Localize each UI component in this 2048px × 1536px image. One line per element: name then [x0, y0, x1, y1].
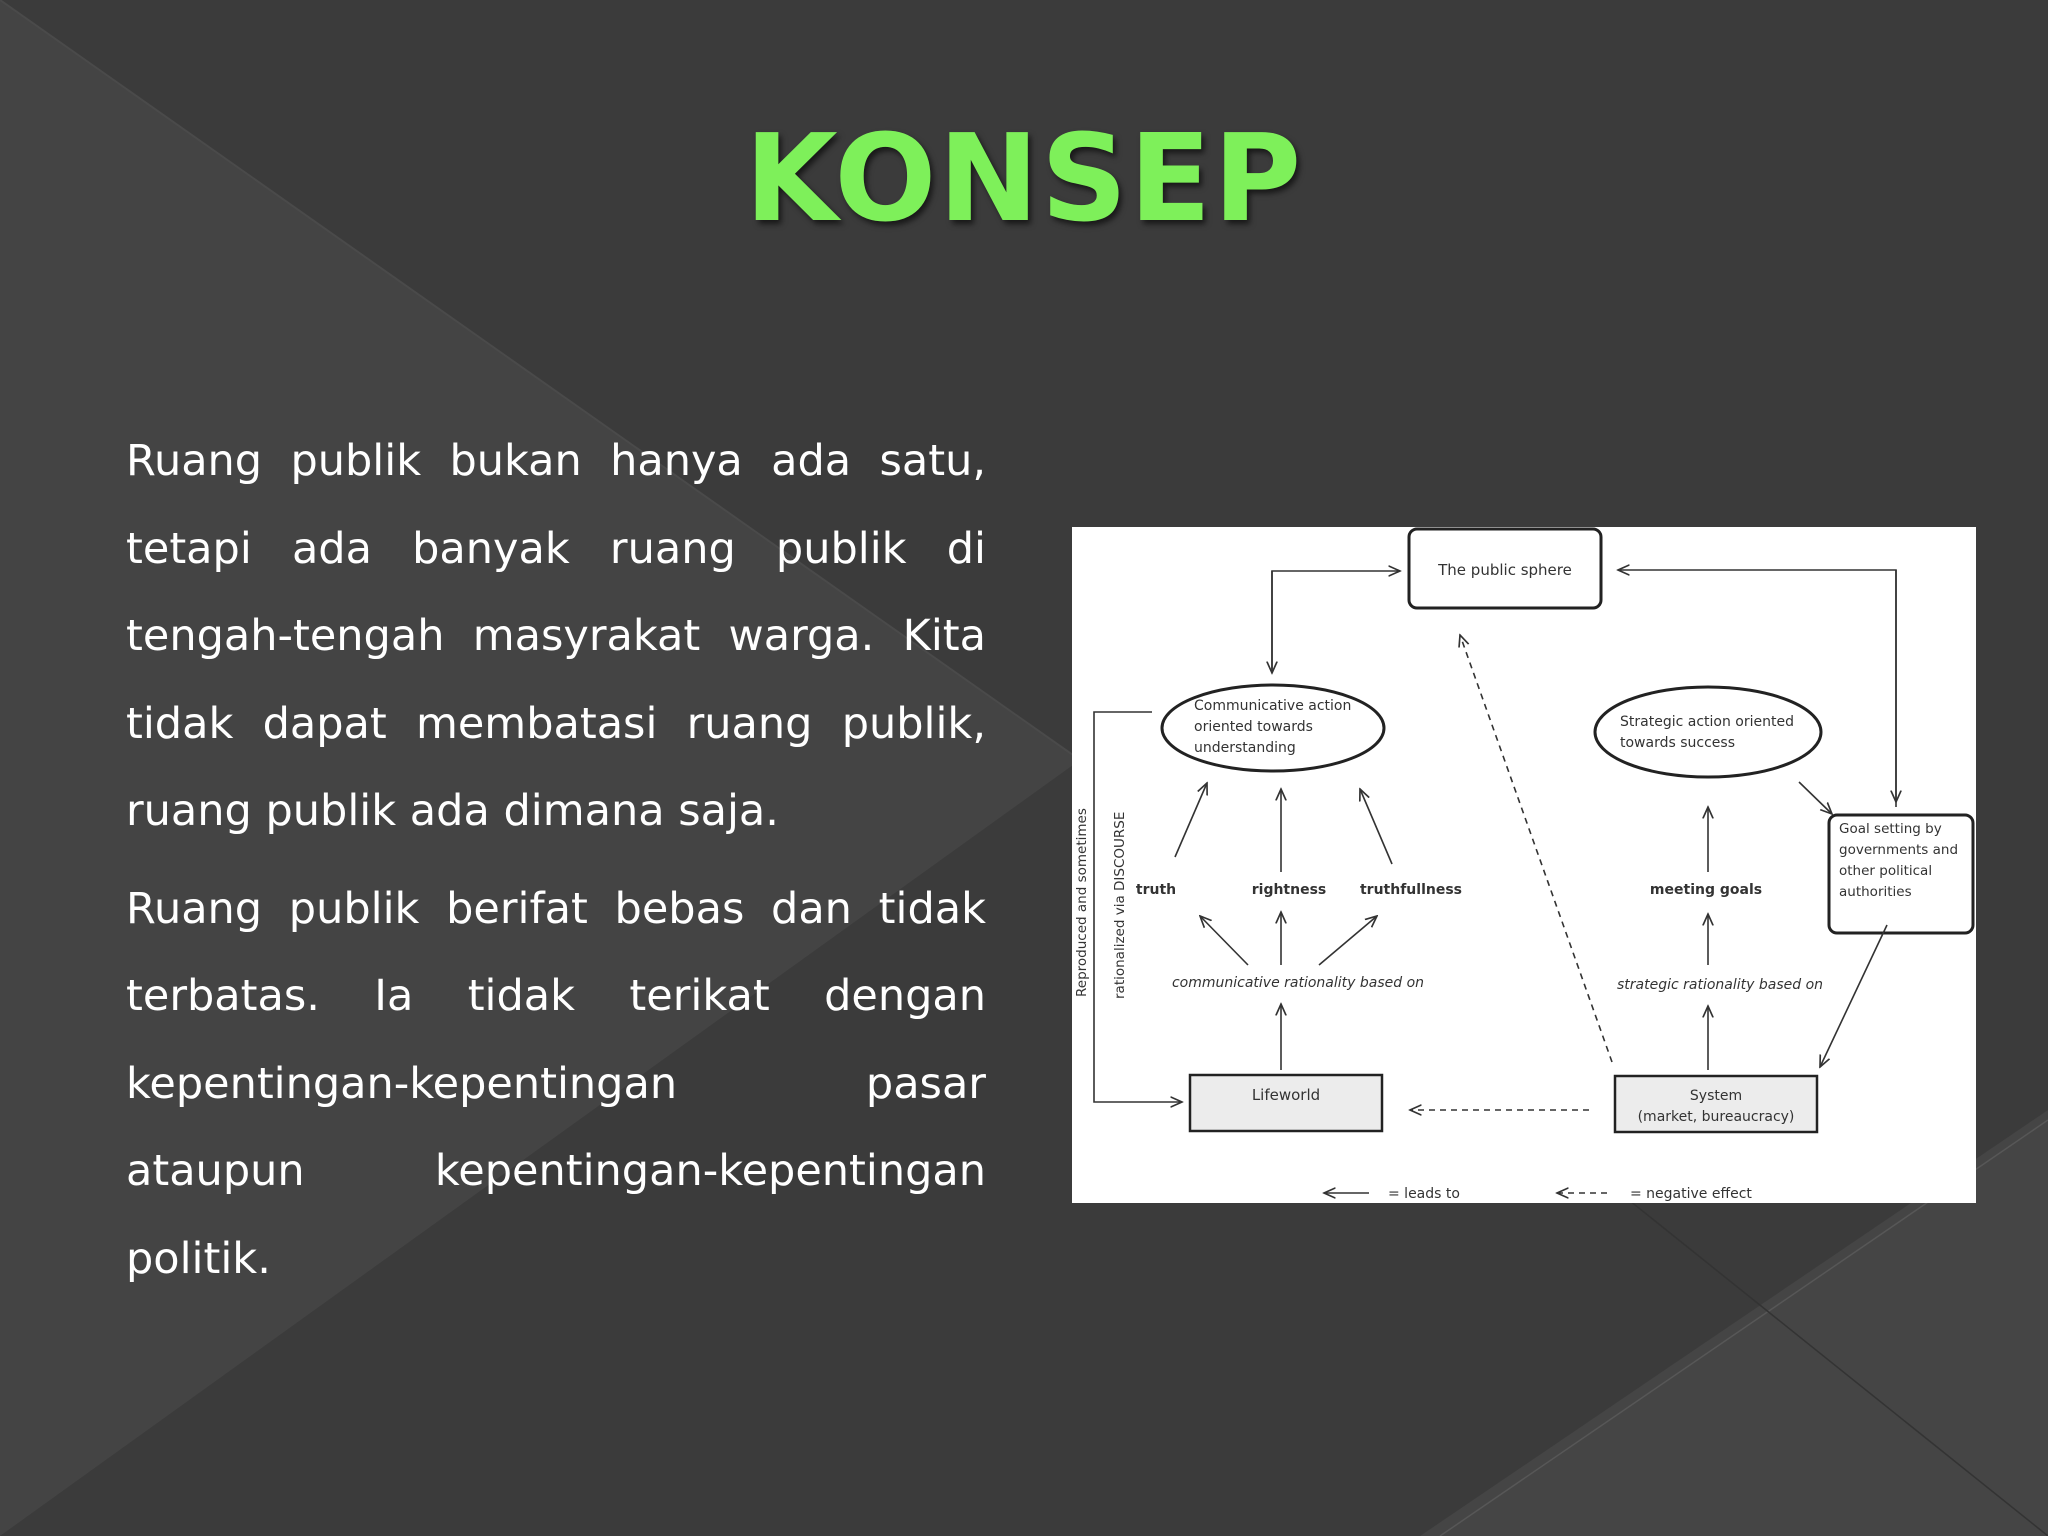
- public-sphere-label: The public sphere: [1438, 561, 1572, 579]
- system-line-2: (market, bureaucracy): [1637, 1109, 1795, 1125]
- system-line-1: System: [1689, 1088, 1743, 1104]
- goal-setting-line-1: Goal setting by: [1839, 821, 1942, 837]
- communicative-action-line-2: oriented towards: [1194, 719, 1313, 735]
- communicative-rationality-label: communicative rationality based on: [1171, 975, 1425, 991]
- side-label-rationalized: rationalized via DISCOURSE: [1112, 811, 1128, 999]
- public-sphere-diagram: [1072, 527, 1976, 1203]
- strategic-action-line-2: towards success: [1620, 735, 1735, 751]
- paragraph-1: Ruang publik bukan hanya ada satu, tetapi ada banyak ruang publik di tengah-tengah masyrakat warga. Kita tidak dapat membatasi ruang publik, ruang publik ada dimana saja.: [126, 436, 986, 836]
- communicative-action-line-3: understanding: [1194, 740, 1296, 756]
- body-text: [126, 418, 986, 1303]
- meeting-goals-label: meeting goals: [1649, 882, 1763, 898]
- truthfullness-label: truthfullness: [1359, 882, 1463, 898]
- lifeworld-label: Lifeworld: [1251, 1086, 1321, 1104]
- paragraph-2: Ruang publik berifat bebas dan tidak terbatas. Ia tidak terikat dengan kepentingan-kepentingan pasar ataupun kepentingan-kepentingan politik.: [126, 883, 986, 1284]
- strategic-rationality-label: strategic rationality based on: [1616, 977, 1824, 993]
- slide-title: KONSEP: [744, 110, 1304, 249]
- strategic-action-line-1: Strategic action oriented: [1620, 714, 1794, 730]
- communicative-action-line-1: Communicative action: [1194, 698, 1352, 714]
- legend-negative-effect: = negative effect: [1630, 1186, 1752, 1202]
- goal-setting-line-4: authorities: [1839, 884, 1912, 900]
- rightness-label: rightness: [1251, 882, 1327, 898]
- side-label-reproduced: Reproduced and sometimes: [1074, 808, 1090, 997]
- legend-leads-to: = leads to: [1388, 1186, 1460, 1202]
- goal-setting-line-3: other political: [1839, 863, 1933, 879]
- truth-label: truth: [1135, 882, 1177, 898]
- goal-setting-line-2: governments and: [1839, 842, 1959, 858]
- strategic-action-node: [1595, 687, 1821, 777]
